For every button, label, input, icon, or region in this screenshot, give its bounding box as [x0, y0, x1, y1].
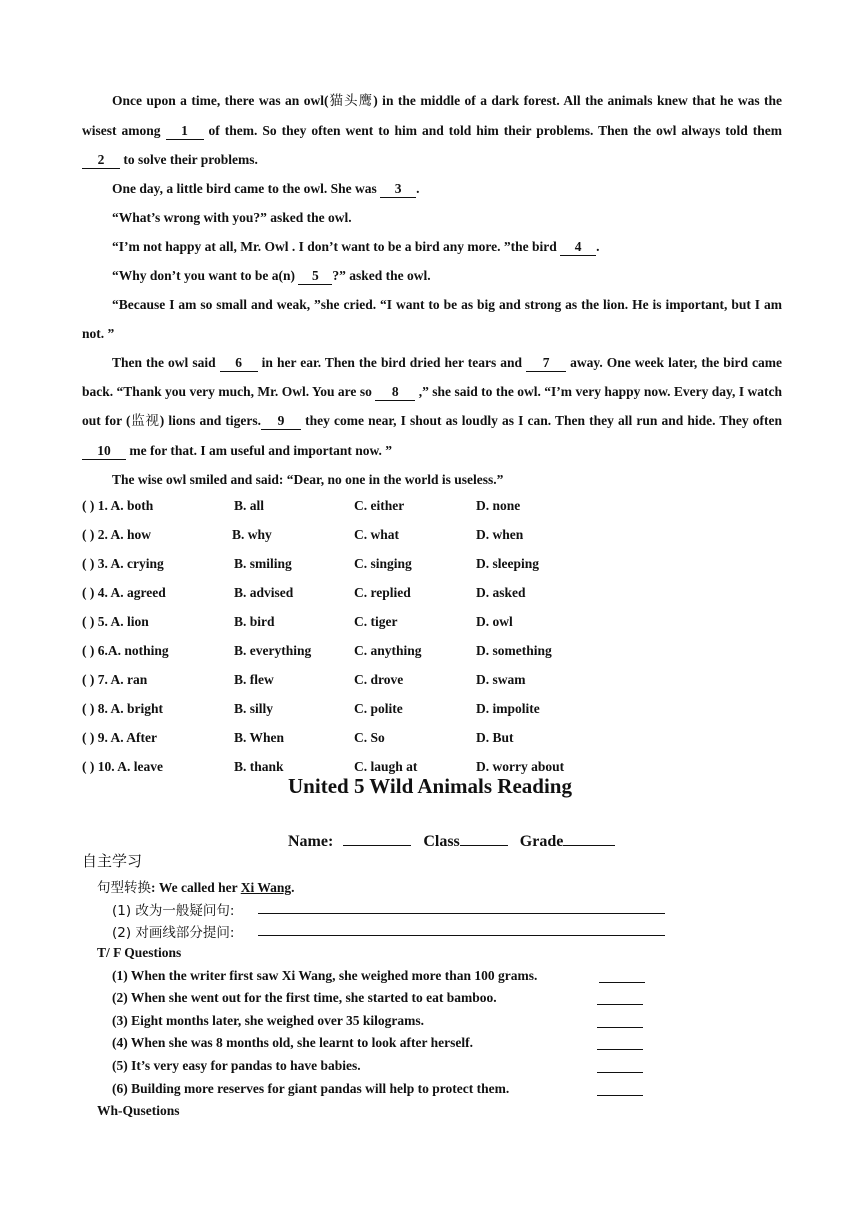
answer-line-2[interactable] — [258, 921, 665, 936]
option-b: B. thank — [234, 759, 284, 774]
question-number[interactable]: ( ) 10. A. leave — [82, 759, 163, 774]
options-list — [82, 491, 782, 781]
transform-item-2: (2) 对画线部分提问: — [112, 925, 235, 941]
name-field[interactable] — [343, 829, 411, 846]
tf-answer-3[interactable] — [597, 1027, 643, 1028]
question-number[interactable]: ( ) 9. A. After — [82, 730, 157, 745]
tf-answer-2[interactable] — [597, 1004, 643, 1005]
paragraph-2: One day, a little bird came to the owl. She was 3 . — [112, 181, 420, 196]
option-c: C. polite — [354, 701, 403, 716]
option-c: C. singing — [354, 556, 412, 571]
paragraph-3: “What’s wrong with you?” asked the owl. — [112, 210, 352, 225]
paragraph-6: “Because I am so small and weak, ”she cried. “I want to be as big and strong as the lion. He is important, but I am not. ” — [82, 297, 782, 341]
paragraph-8: The wise owl smiled and said: “Dear, no one in the world is useless.” — [112, 472, 504, 487]
option-d: D. when — [476, 527, 524, 542]
self-study-heading: 自主学习 — [82, 852, 143, 870]
tf-answer-5[interactable] — [597, 1072, 643, 1073]
question-number[interactable]: ( ) 1. A. both — [82, 498, 154, 513]
option-row — [82, 607, 782, 636]
option-b: B. all — [234, 498, 265, 513]
option-b: B. why — [232, 527, 272, 542]
blank-2[interactable]: 2 — [82, 152, 120, 169]
student-info-line — [288, 829, 615, 851]
option-b: B. flew — [234, 672, 274, 687]
option-row — [82, 549, 782, 578]
underlined-phrase: Xi Wang — [240, 880, 292, 895]
class-label: Class — [423, 833, 460, 850]
blank-8[interactable]: 8 — [375, 384, 415, 401]
option-c: C. either — [354, 498, 405, 513]
option-row — [82, 578, 782, 607]
blank-10[interactable]: 10 — [82, 443, 126, 460]
option-b: B. silly — [234, 701, 274, 716]
grade-field[interactable] — [563, 829, 615, 846]
option-row — [82, 723, 782, 752]
option-b: B. smiling — [234, 556, 292, 571]
option-c: C. So — [354, 730, 385, 745]
blank-4[interactable]: 4 — [560, 239, 596, 256]
option-b: B. advised — [234, 585, 294, 600]
tf-item-1: (1) When the writer first saw Xi Wang, she weighed more than 100 grams. — [112, 968, 538, 983]
transform-item-1: (1) 改为一般疑问句: — [112, 903, 235, 919]
option-row — [82, 694, 782, 723]
cloze-passage — [82, 86, 782, 494]
question-number[interactable]: ( ) 3. A. crying — [82, 556, 164, 571]
option-b: B. everything — [234, 643, 312, 658]
paragraph-5: “Why don’t you want to be a(n) 5 ?” asked the owl. — [112, 268, 431, 283]
option-c: C. anything — [354, 643, 422, 658]
paragraph-4: “I’m not happy at all, Mr. Owl . I don’t want to be a bird any more. ”the bird 4 . — [112, 239, 600, 254]
grade-label: Grade — [519, 833, 564, 850]
name-label: Name: — [288, 833, 334, 850]
blank-6[interactable]: 6 — [220, 355, 258, 372]
question-number[interactable]: ( ) 4. A. agreed — [82, 585, 166, 600]
tf-item-3: (3) Eight months later, she weighed over 35 kilograms. — [112, 1013, 424, 1028]
paragraph-1: Once upon a time, there was an owl(猫头鹰) in the middle of a dark forest. All the animals knew that he was the wisest among 1 of them. So they often went to him and told him their problems. Then the owl always told them 2 to solve their problems. — [82, 93, 783, 167]
tf-answer-6[interactable] — [597, 1095, 643, 1096]
question-number[interactable]: ( ) 6.A. nothing — [82, 643, 169, 658]
tf-item-4: (4) When she was 8 months old, she learnt to look after herself. — [112, 1035, 473, 1050]
wh-heading: Wh-Qusetions — [97, 1103, 180, 1118]
answer-line-1[interactable] — [258, 899, 665, 914]
option-d: D. worry about — [476, 759, 565, 774]
option-row — [82, 636, 782, 665]
blank-9[interactable]: 9 — [261, 413, 301, 430]
option-c: C. replied — [354, 585, 411, 600]
option-d: D. something — [476, 643, 552, 658]
option-d: D. none — [476, 498, 521, 513]
blank-3[interactable]: 3 — [380, 181, 416, 198]
blank-5[interactable]: 5 — [298, 268, 332, 285]
option-row — [82, 520, 782, 549]
question-number[interactable]: ( ) 7. A. ran — [82, 672, 148, 687]
question-number[interactable]: ( ) 2. A. how — [82, 527, 152, 542]
option-d: D. swam — [476, 672, 526, 687]
option-d: D. impolite — [476, 701, 540, 716]
question-number[interactable]: ( ) 8. A. bright — [82, 701, 163, 716]
option-d: D. sleeping — [476, 556, 540, 571]
option-b: B. When — [234, 730, 285, 745]
tf-item-5: (5) It’s very easy for pandas to have babies. — [112, 1058, 361, 1073]
question-number[interactable]: ( ) 5. A. lion — [82, 614, 149, 629]
tf-answer-1[interactable] — [599, 982, 645, 983]
option-d: D. But — [476, 730, 514, 745]
option-c: C. drove — [354, 672, 404, 687]
option-c: C. laugh at — [354, 759, 418, 774]
blank-7[interactable]: 7 — [526, 355, 566, 372]
option-d: D. owl — [476, 614, 513, 629]
class-field[interactable] — [460, 829, 508, 846]
option-b: B. bird — [234, 614, 275, 629]
tf-answer-4[interactable] — [597, 1049, 643, 1050]
option-d: D. asked — [476, 585, 526, 600]
transform-prompt: 句型转换: We called her Xi Wang. — [97, 880, 295, 896]
option-row — [82, 491, 782, 520]
option-c: C. what — [354, 527, 400, 542]
tf-item-2: (2) When she went out for the first time, she started to eat bamboo. — [112, 990, 497, 1005]
tf-item-6: (6) Building more reserves for giant pandas will help to protect them. — [112, 1081, 510, 1096]
option-row — [82, 665, 782, 694]
page-title: United 5 Wild Animals Reading — [288, 774, 572, 798]
blank-1[interactable]: 1 — [166, 123, 204, 140]
option-c: C. tiger — [354, 614, 398, 629]
paragraph-7: Then the owl said 6 in her ear. Then the bird dried her tears and 7 away. One week later, the bird came back. “Thank you very much, Mr. Owl. You are so 8 ,” she said to the owl. “I’m very happy now. Every day, I watch out for (监视) lions and tigers. 9 they come near, I shout as loudly as I can. Then they all run and hide. They often 10 me for that. I am useful and important now. ” — [82, 355, 783, 458]
tf-heading: T/ F Questions — [97, 945, 182, 960]
